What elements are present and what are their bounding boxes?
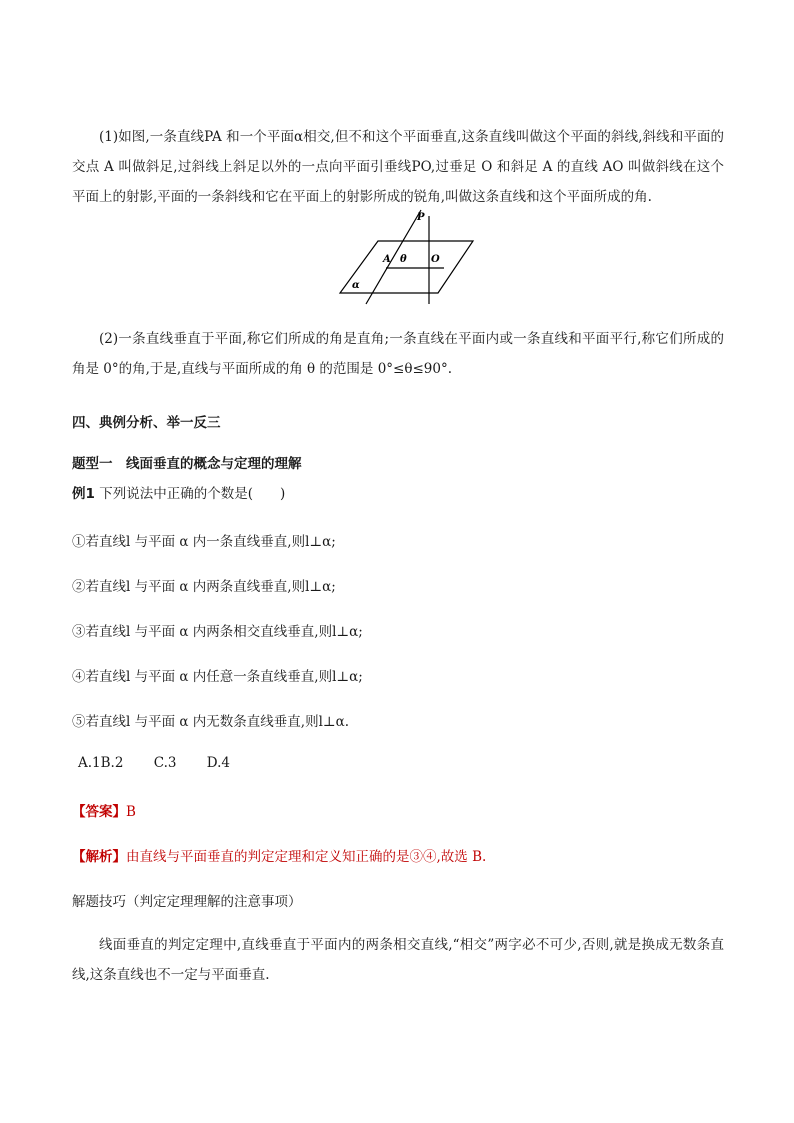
analysis-line [72, 845, 486, 865]
definition-paragraph-1: (1)如图,一条直线PA 和一个平面α相交,但不和这个平面垂直,这条直线叫做这个平面的斜线,斜线和平面的交点 A 叫做斜足,过斜线上斜足以外的一点向平面引垂线PO,过垂足 O 和斜足 A 的直线 AO 叫做斜线在这个平面上的射影,平面的一条斜线和它在平面上的射影所成的锐角,叫做这条直线和这个平面所成的角. [72, 129, 724, 205]
tip-paragraph: 线面垂直的判定定理中,直线垂直于平面内的两条相交直线,“相交”两字必不可少,否则,就是换成无数条直线,这条直线也不一定与平面垂直. [72, 937, 724, 983]
label-alpha: α [352, 280, 360, 291]
answer-value: B [126, 804, 136, 820]
example-question [72, 482, 285, 502]
statement-1: ①若直线l 与平面 α 内一条直线垂直,则l⊥α; [72, 534, 336, 550]
oblique-line-figure [338, 208, 478, 308]
analysis-label: 【解析】 [72, 849, 126, 865]
definition-paragraph-2: (2)一条直线垂直于平面,称它们所成的角是直角;一条直线在平面内或一条直线和平面平行,称它们所成的角是 0°的角,于是,直线与平面所成的角 θ 的范围是 0°≤θ≤90°. [72, 331, 724, 377]
answer-options [78, 755, 256, 771]
statement-2: ②若直线l 与平面 α 内两条直线垂直,则l⊥α; [72, 579, 336, 595]
statement-4: ④若直线l 与平面 α 内任意一条直线垂直,则l⊥α; [72, 669, 363, 685]
statement-5: ⑤若直线l 与平面 α 内无数条直线垂直,则l⊥α. [72, 714, 350, 730]
label-theta: θ [400, 254, 407, 265]
label-p: P [417, 212, 425, 223]
topic-heading: 题型一 线面垂直的概念与定理的理解 [72, 456, 302, 472]
label-o: O [431, 254, 440, 265]
oblique-line-pa [366, 210, 421, 304]
section-heading: 四、典例分析、举一反三 [72, 415, 221, 431]
option-c: C.3 [153, 755, 177, 771]
analysis-text: 由直线与平面垂直的判定定理和定义知正确的是③④,故选 B. [126, 849, 487, 865]
example-text: 下列说法中正确的个数是( ) [99, 486, 286, 502]
answer-label: 【答案】 [72, 804, 126, 820]
plane-alpha [340, 241, 473, 293]
option-d: D.4 [206, 755, 230, 771]
tip-title: 解题技巧（判定定理理解的注意事项） [72, 894, 302, 910]
option-ab: A.1B.2 [78, 755, 124, 771]
example-label: 例1 [72, 486, 95, 502]
label-a: A [383, 254, 391, 265]
answer-line [72, 800, 136, 820]
statement-3: ③若直线l 与平面 α 内两条相交直线垂直,则l⊥α; [72, 624, 363, 640]
